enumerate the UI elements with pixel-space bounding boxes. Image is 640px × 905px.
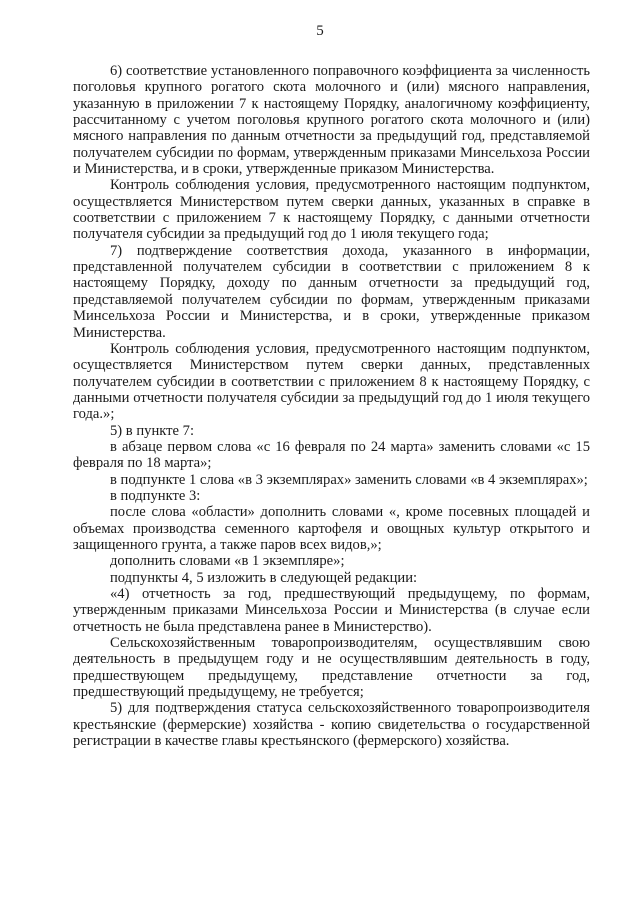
paragraph-subclause-3-addition: после слова «области» дополнить словами «, кроме посевных площадей и объемах производства семенного картофеля и овощных культур открытого и защищенного грунта, а также паров всех видов,»; [73,504,590,553]
paragraph-subclauses-4-5-heading: подпункты 4, 5 изложить в следующей редакции: [110,569,418,586]
paragraph-subclause-3-heading: в подпункте 3: [110,487,201,504]
paragraph-control-item-7: Контроль соблюдения условия, предусмотренного настоящим подпунктом, осуществляется Министерством путем сверки данных, представленных получателем субсидии в соответствии с приложением 8 к настоящему Порядку, с данными отчетности получателя субсидии за предыдущий год до 1 июля текущего года.»; [73,340,590,423]
paragraph-subclause-1-edit: в подпункте 1 слова «в 3 экземплярах» заменить словами «в 4 экземплярах»; [110,471,588,488]
paragraph-clause-5-heading: 5) в пункте 7: [110,422,195,439]
paragraph-item-6: 6) соответствие установленного поправочного коэффициента за численность поголовья крупного рогатого скота молочного и (или) мясного направления, указанную в приложении 7 к настоящему Порядку, аналогичному коэффициенту, рассчитанному с учетом поголовья крупного рогатого скота молочного и (или) мясного направления по данным отчетности за предыдущий год, представляемой получателем субсидии по формам, утвержденным приказами Минсельхоза России и Министерства, и в сроки, утвержденные приказом Министерства. [73,63,590,178]
paragraph-control-item-6: Контроль соблюдения условия, предусмотренного настоящим подпунктом, осуществляется Министерством путем сверки данных, указанных в справке в соответствии с приложением 7 к настоящему Порядку, с данными отчетности получателя субсидии за предыдущий год до 1 июля текущего года; [73,177,590,243]
paragraph-first-subparagraph-edit: в абзаце первом слова «с 16 февраля по 24 марта» заменить словами «с 15 февраля по 18 марта»; [73,438,590,472]
paragraph-subclause-3-copy: дополнить словами «в 1 экземпляре»; [110,553,345,570]
paragraph-new-subclause-4-exception: Сельскохозяйственным товаропроизводителям, осуществлявшим свою деятельность в предыдущем году и не осуществлявшим деятельность в году, предшествующем предыдущему, представление отчетности за год, предшествующий предыдущему, не требуется; [73,635,590,701]
document-body [73,63,590,749]
paragraph-new-subclause-5: 5) для подтверждения статуса сельскохозяйственного товаропроизводителя крестьянские (фермерские) хозяйства - копию свидетельства о государственной регистрации в качестве главы крестьянского (фермерского) хозяйства. [73,700,590,750]
page-number: 5 [316,23,324,39]
paragraph-new-subclause-4: «4) отчетность за год, предшествующий предыдущему, по формам, утвержденным приказами Минсельхоза России и Министерства (в случае если отчетность не была представлена ранее в Министерство). [73,586,590,635]
paragraph-item-7: 7) подтверждение соответствия дохода, указанного в информации, представленной получателем субсидии в соответствии с приложением 8 к настоящему Порядку, доходу по данным отчетности за предыдущий год, представляемой получателем субсидии по формам, утвержденным приказами Минсельхоза России и Министерства, и в сроки, утвержденные приказом Министерства. [73,242,590,341]
